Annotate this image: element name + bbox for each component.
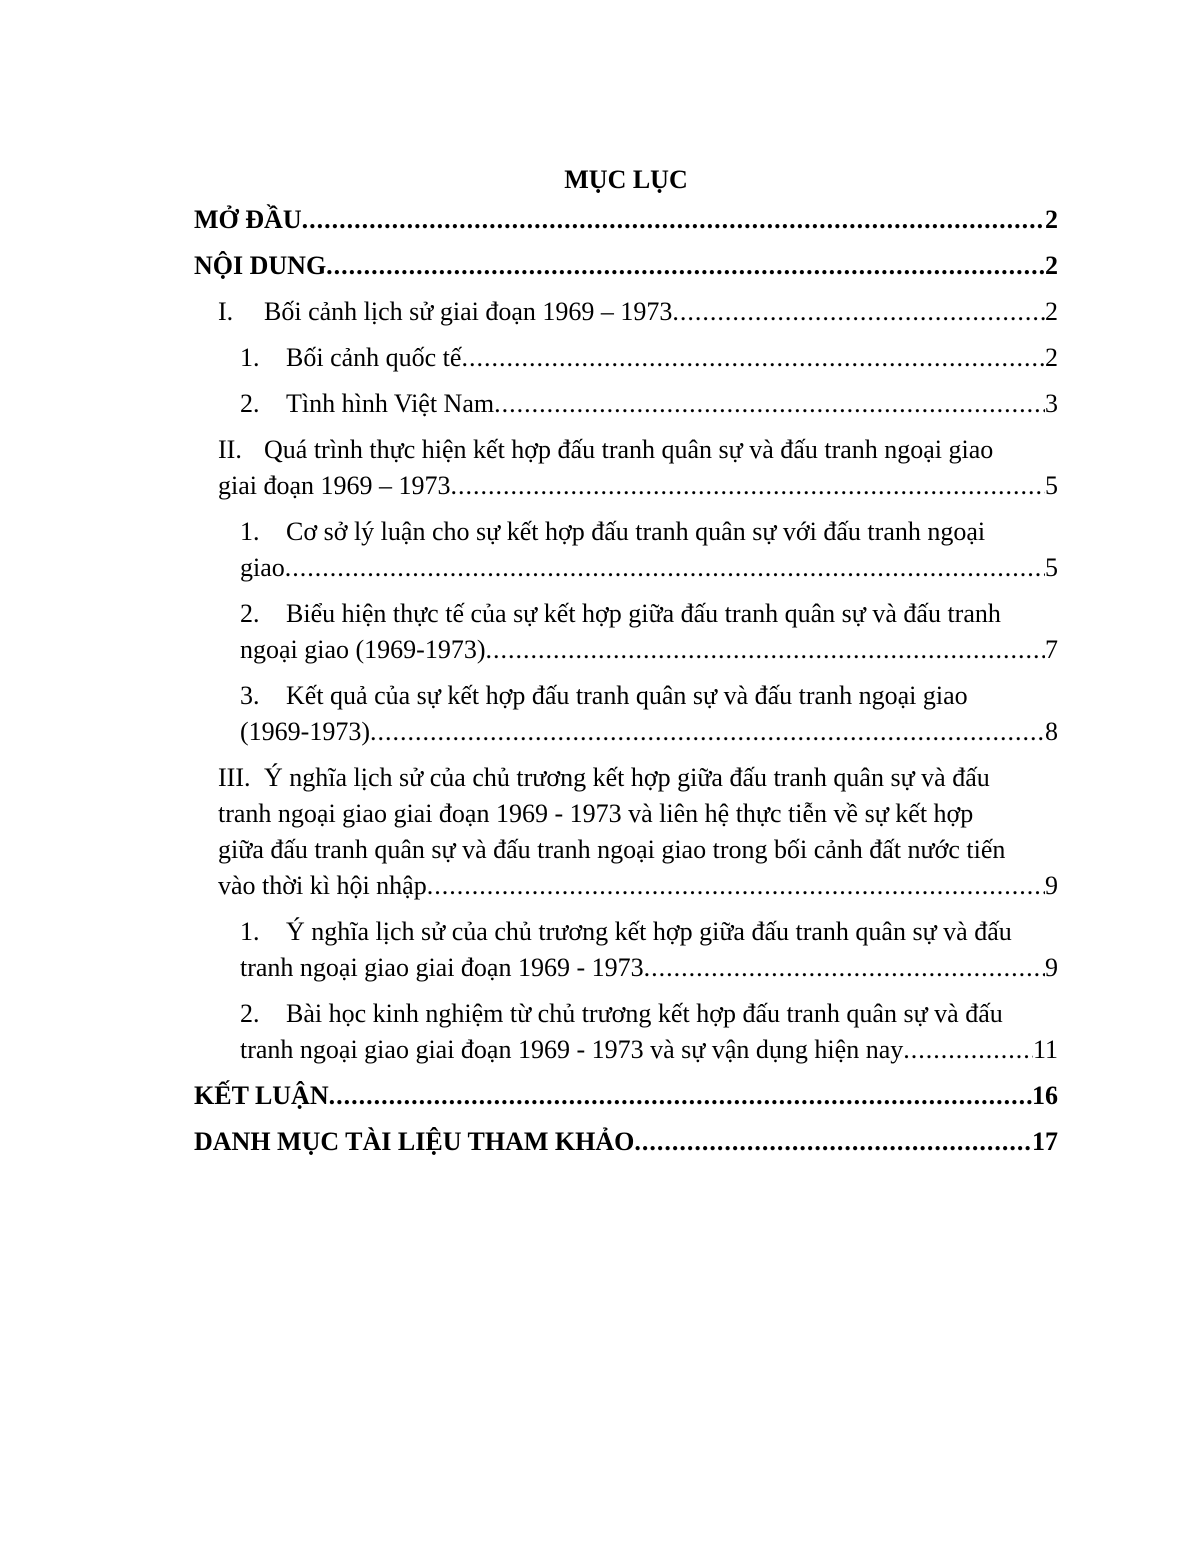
toc-entry-number: III. bbox=[218, 763, 251, 792]
dot-leader bbox=[451, 468, 1045, 504]
toc-entry-text: ngoại giao (1969-1973) bbox=[240, 635, 486, 664]
toc-entry[interactable] bbox=[194, 202, 1058, 238]
toc-entry[interactable] bbox=[194, 1124, 1058, 1160]
toc-entry-text: Tình hình Việt Nam bbox=[286, 389, 495, 418]
dot-leader bbox=[494, 386, 1045, 422]
dot-leader bbox=[326, 248, 1045, 284]
dot-leader bbox=[461, 340, 1045, 376]
toc-entry-number: 2. bbox=[240, 999, 260, 1028]
toc-entry-text: giao bbox=[240, 553, 285, 582]
toc-entry-text: MỞ ĐẦU bbox=[194, 205, 302, 234]
dot-leader bbox=[634, 1124, 1032, 1160]
toc-page-number: 17 bbox=[1032, 1127, 1058, 1156]
toc-page-number: 2 bbox=[1045, 343, 1058, 372]
toc-entry[interactable] bbox=[194, 386, 1058, 422]
toc-entry[interactable] bbox=[194, 760, 1058, 904]
toc-entry[interactable] bbox=[194, 596, 1058, 668]
toc-entry-text: giai đoạn 1969 – 1973 bbox=[218, 471, 451, 500]
toc-entry[interactable] bbox=[194, 340, 1058, 376]
dot-leader bbox=[302, 202, 1045, 238]
toc-page-number: 5 bbox=[1045, 553, 1058, 582]
dot-leader bbox=[427, 868, 1045, 904]
toc-page-number: 3 bbox=[1045, 389, 1058, 418]
toc-entry-number: 3. bbox=[240, 681, 260, 710]
toc-entry-text: Kết quả của sự kết hợp đấu tranh quân sự và đấu tranh ngoại giao bbox=[286, 681, 968, 710]
toc-entry-text: giữa đấu tranh quân sự và đấu tranh ngoại giao trong bối cảnh đất nước tiến bbox=[218, 835, 1006, 864]
toc-entry-text: Ý nghĩa lịch sử của chủ trương kết hợp giữa đấu tranh quân sự và đấu bbox=[264, 763, 990, 792]
toc-page-number: 5 bbox=[1045, 471, 1058, 500]
toc-page-number: 9 bbox=[1045, 953, 1058, 982]
toc-page-number: 2 bbox=[1045, 297, 1058, 326]
toc-entry-number: 1. bbox=[240, 343, 260, 372]
dot-leader bbox=[370, 714, 1045, 750]
toc-entry[interactable] bbox=[194, 914, 1058, 986]
toc-entry-text: Ý nghĩa lịch sử của chủ trương kết hợp giữa đấu tranh quân sự và đấu bbox=[286, 917, 1012, 946]
toc-entry-text: tranh ngoại giao giai đoạn 1969 - 1973 bbox=[240, 953, 644, 982]
toc-entry-text: Bối cảnh lịch sử giai đoạn 1969 – 1973 bbox=[264, 297, 673, 326]
toc-entry-text: DANH MỤC TÀI LIỆU THAM KHẢO bbox=[194, 1127, 635, 1156]
toc-entry-text: Biểu hiện thực tế của sự kết hợp giữa đấu tranh quân sự và đấu tranh bbox=[286, 599, 1001, 628]
toc-entry[interactable] bbox=[194, 248, 1058, 284]
toc-entry-text: Cơ sở lý luận cho sự kết hợp đấu tranh quân sự với đấu tranh ngoại bbox=[286, 517, 986, 546]
toc-entry-number: 1. bbox=[240, 917, 260, 946]
toc-entry-number: 2. bbox=[240, 389, 260, 418]
toc-entry-text: vào thời kì hội nhập bbox=[218, 871, 427, 900]
toc-page-number: 11 bbox=[1032, 1035, 1058, 1064]
toc-entry[interactable] bbox=[194, 996, 1058, 1068]
toc-entries bbox=[194, 202, 1058, 1160]
toc-page-number: 16 bbox=[1032, 1081, 1058, 1110]
toc-title: MỤC LỤC bbox=[564, 165, 688, 194]
toc-page-number: 7 bbox=[1045, 635, 1058, 664]
toc-entry[interactable] bbox=[194, 432, 1058, 504]
toc-entry-text: KẾT LUẬN bbox=[194, 1081, 329, 1110]
toc-entry-text: tranh ngoại giao giai đoạn 1969 - 1973 và sự vận dụng hiện nay bbox=[240, 1035, 904, 1064]
toc-page-number: 9 bbox=[1045, 871, 1058, 900]
toc-entry[interactable] bbox=[194, 678, 1058, 750]
toc-page-number: 2 bbox=[1045, 251, 1058, 280]
table-of-contents bbox=[194, 160, 1058, 1170]
toc-entry-number: 1. bbox=[240, 517, 260, 546]
dot-leader bbox=[903, 1032, 1033, 1068]
toc-entry-text: Quá trình thực hiện kết hợp đấu tranh quân sự và đấu tranh ngoại giao bbox=[264, 435, 994, 464]
dot-leader bbox=[486, 632, 1045, 668]
toc-entry[interactable] bbox=[194, 294, 1058, 330]
dot-leader bbox=[285, 550, 1045, 586]
dot-leader bbox=[644, 950, 1045, 986]
toc-page-number: 2 bbox=[1045, 205, 1058, 234]
dot-leader bbox=[329, 1078, 1032, 1114]
toc-entry-number: 2. bbox=[240, 599, 260, 628]
toc-entry-text: tranh ngoại giao giai đoạn 1969 - 1973 và liên hệ thực tiễn về sự kết hợp bbox=[218, 799, 974, 828]
toc-entry-text: NỘI DUNG bbox=[194, 251, 327, 280]
toc-entry[interactable] bbox=[194, 514, 1058, 586]
toc-page-number: 8 bbox=[1045, 717, 1058, 746]
toc-entry-text: (1969-1973) bbox=[240, 717, 370, 746]
dot-leader bbox=[672, 294, 1045, 330]
toc-entry-text: Bài học kinh nghiệm từ chủ trương kết hợp đấu tranh quân sự và đấu bbox=[286, 999, 1003, 1028]
toc-entry-number: I. bbox=[218, 297, 234, 326]
toc-entry-text: Bối cảnh quốc tế bbox=[286, 343, 462, 372]
toc-entry[interactable] bbox=[194, 1078, 1058, 1114]
toc-entry-number: II. bbox=[218, 435, 242, 464]
